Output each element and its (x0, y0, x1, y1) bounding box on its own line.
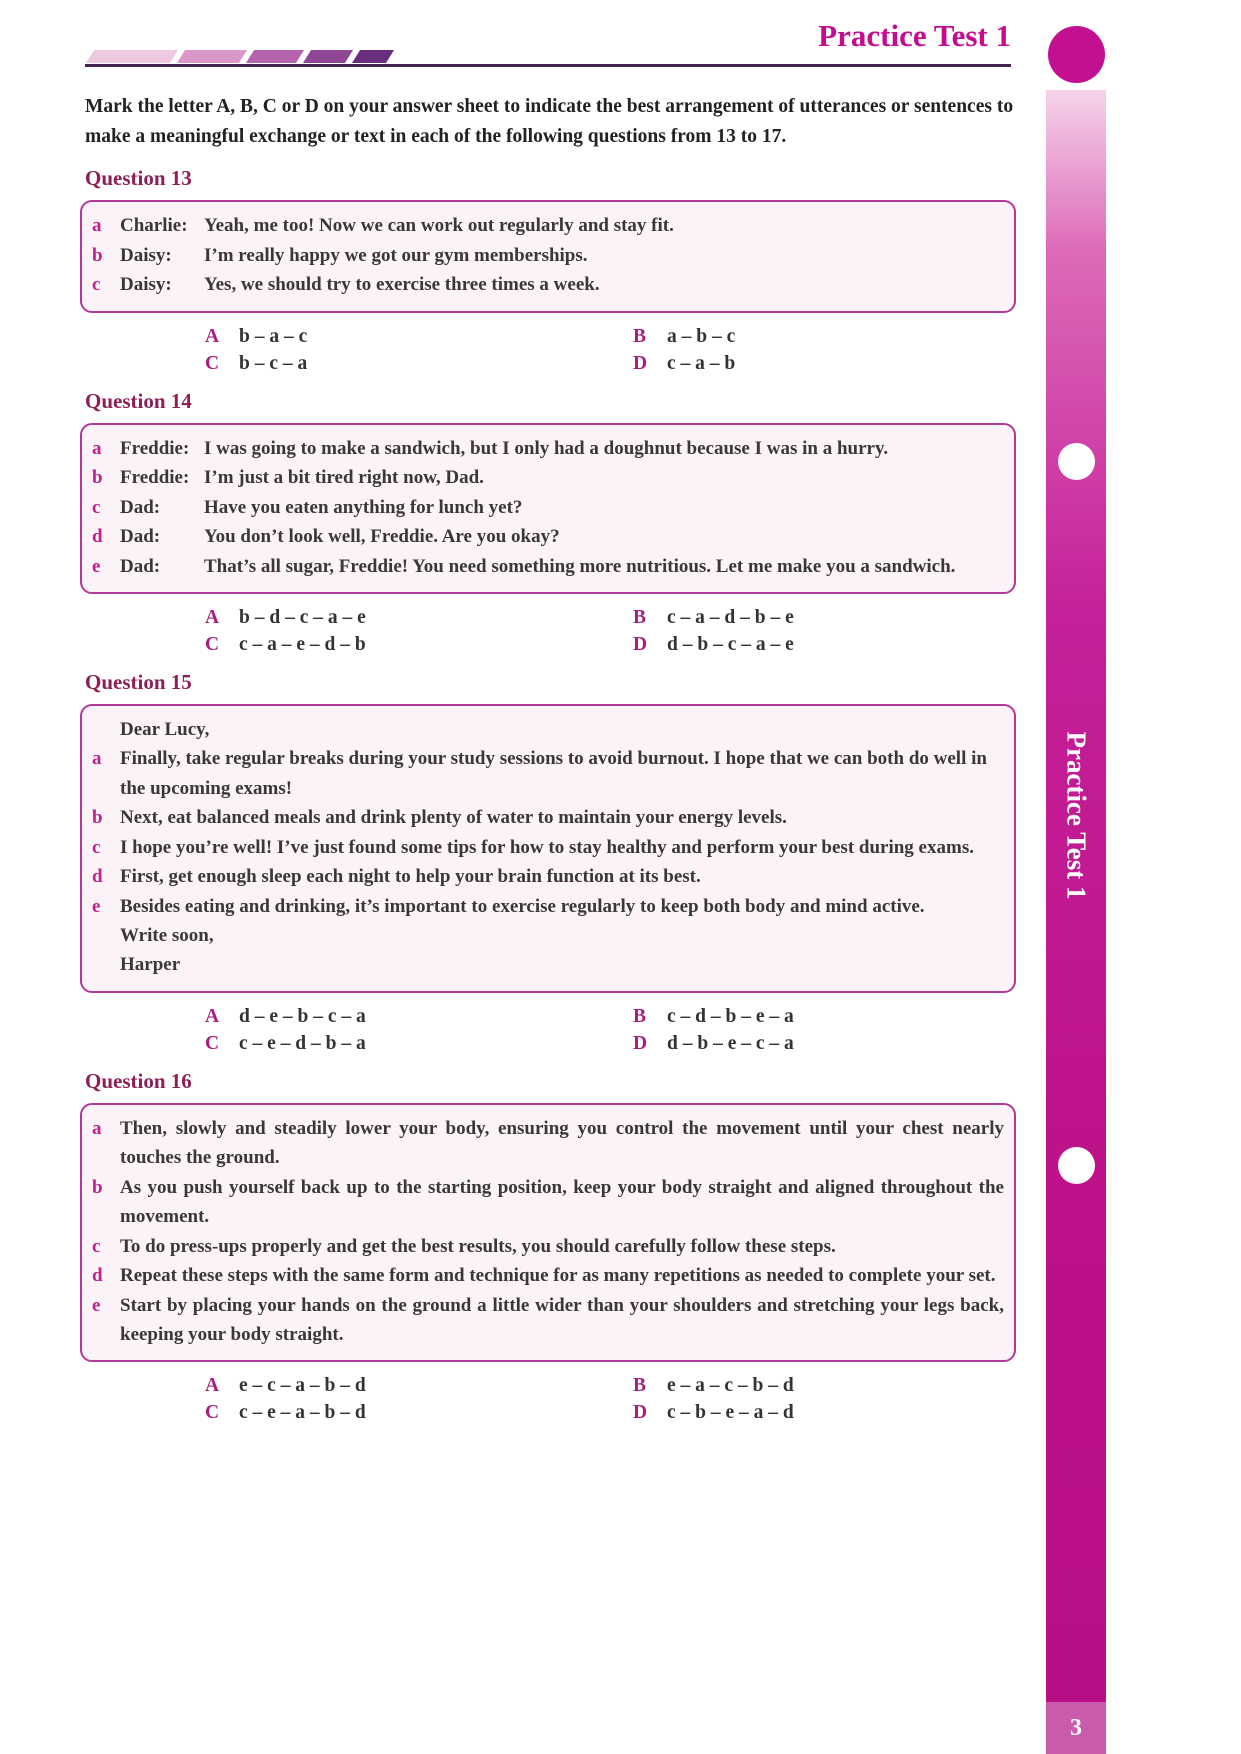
option-text: d – e – b – c – a (239, 1005, 366, 1027)
header-stripes (90, 50, 390, 63)
item-letter: c (92, 1235, 101, 1257)
dialogue-line (92, 552, 1004, 581)
dialogue-line (92, 434, 1004, 463)
item-text: As you push yourself back up to the starting position, keep your body straight and aligned throughout the movement. (120, 1176, 1004, 1228)
item-letter: d (92, 526, 103, 548)
utterance-text: Have you eaten anything for lunch yet? (204, 496, 523, 518)
item-letter: d (92, 866, 103, 888)
question-15-label: Question 15 (85, 669, 192, 694)
option-letter: D (633, 1032, 648, 1054)
item-letter: a (92, 748, 102, 770)
stripe-decoration (246, 50, 304, 63)
option-text: c – d – b – e – a (667, 1005, 794, 1027)
item-letter: d (92, 1265, 103, 1287)
option-B (633, 326, 1015, 348)
item-letter: c (92, 496, 101, 518)
item-letter: c (92, 836, 101, 858)
question-13-label: Question 13 (85, 166, 192, 191)
option-text: c – a – b (667, 352, 736, 374)
option-D (633, 1033, 1015, 1055)
stripe-decoration (303, 50, 353, 63)
item-text: I hope you’re well! I’ve just found some tips for how to stay healthy and perform your best during exams. (120, 836, 974, 858)
speaker-name: Freddie: (120, 467, 190, 489)
speaker-name: Charlie: (120, 215, 188, 237)
item-letter: c (92, 274, 101, 296)
speaker-name: Daisy: (120, 274, 172, 296)
step-item (92, 1114, 1004, 1173)
dialogue-line (92, 463, 1004, 492)
main-content (85, 92, 1015, 1428)
page-number-box (1046, 1702, 1106, 1754)
instructions: Mark the letter A, B, C or D on your answer sheet to indicate the best arrangement of utterances or sentences to make a meaningful exchange or text in each of the following questions from 13 to 17. (85, 96, 1014, 148)
option-letter: C (205, 633, 220, 655)
question-16-box (80, 1103, 1016, 1363)
letter-item (92, 892, 1004, 921)
letter-item (92, 862, 1004, 891)
option-letter: A (205, 1005, 220, 1027)
speaker-name: Dad: (120, 555, 161, 577)
page-number: 3 (1070, 1714, 1082, 1741)
utterance-text: I was going to make a sandwich, but I only had a doughnut because I was in a hurry. (204, 437, 889, 459)
item-letter: a (92, 437, 102, 459)
option-A (205, 326, 633, 348)
option-letter: D (633, 1402, 648, 1424)
item-letter: b (92, 244, 103, 266)
option-letter: D (633, 352, 648, 374)
item-text: Finally, take regular breaks during your study sessions to avoid burnout. I hope that we can both do well in the upcoming exams! (120, 748, 987, 799)
option-text: c – e – a – b – d (239, 1402, 366, 1424)
option-A (205, 1375, 633, 1397)
side-tab-dot (1058, 1147, 1095, 1184)
option-letter: D (633, 633, 648, 655)
question-15-options (205, 1006, 1015, 1055)
side-tab-dot (1058, 443, 1095, 480)
item-letter: a (92, 1117, 102, 1139)
item-letter: e (92, 555, 101, 577)
utterance-text: That’s all sugar, Freddie! You need something more nutritious. Let me make you a sandwich. (204, 555, 956, 577)
question-13-options (205, 326, 1015, 375)
item-letter: e (92, 895, 101, 917)
question-14-box (80, 423, 1016, 594)
option-C (205, 1033, 633, 1055)
option-letter: B (633, 606, 647, 628)
side-tab-label: Practice Test 1 (1061, 731, 1092, 900)
header-rule (85, 64, 1011, 67)
side-tab-label-wrap (1046, 688, 1106, 943)
item-text: Next, eat balanced meals and drink plenty of water to maintain your energy levels. (120, 807, 787, 829)
option-C (205, 634, 633, 656)
question-16-options (205, 1375, 1015, 1424)
option-C (205, 1402, 633, 1424)
step-item (92, 1291, 1004, 1350)
option-letter: C (205, 1032, 220, 1054)
option-text: c – b – e – a – d (667, 1402, 794, 1424)
stripe-decoration (352, 50, 394, 63)
letter-signature: Harper (120, 954, 181, 976)
option-letter: A (205, 606, 220, 628)
utterance-text: You don’t look well, Freddie. Are you okay? (204, 526, 560, 548)
item-letter: b (92, 467, 103, 489)
utterance-text: I’m just a bit tired right now, Dad. (204, 467, 484, 489)
stripe-decoration (177, 50, 247, 63)
step-item (92, 1261, 1004, 1290)
option-letter: A (205, 1375, 220, 1397)
item-text: Repeat these steps with the same form and technique for as many repetitions as needed to complete your set. (120, 1265, 996, 1287)
item-text: Besides eating and drinking, it’s important to exercise regularly to keep both body and mind active. (120, 895, 925, 917)
letter-item (92, 833, 1004, 862)
option-text: e – c – a – b – d (239, 1375, 366, 1397)
option-text: c – e – d – b – a (239, 1032, 366, 1054)
option-B (633, 1006, 1015, 1028)
utterance-text: Yes, we should try to exercise three times a week. (204, 274, 600, 296)
option-text: b – c – a (239, 352, 308, 374)
item-letter: b (92, 807, 103, 829)
option-letter: C (205, 1402, 220, 1424)
option-text: e – a – c – b – d (667, 1375, 794, 1397)
option-text: b – a – c (239, 325, 308, 347)
option-D (633, 1402, 1015, 1424)
item-text: Then, slowly and steadily lower your body, ensuring you control the movement until your chest nearly touches the ground. (120, 1117, 1004, 1169)
option-D (633, 353, 1015, 375)
page-title: Practice Test 1 (818, 18, 1011, 53)
dialogue-line (92, 241, 1004, 270)
option-text: c – a – d – b – e (667, 606, 794, 628)
utterance-text: Yeah, me too! Now we can work out regularly and stay fit. (204, 215, 674, 237)
option-text: a – b – c (667, 325, 736, 347)
option-letter: B (633, 1375, 647, 1397)
option-text: c – a – e – d – b (239, 633, 366, 655)
item-text: First, get enough sleep each night to help your brain function at its best. (120, 866, 701, 888)
option-C (205, 353, 633, 375)
option-letter: A (205, 325, 220, 347)
speaker-name: Daisy: (120, 244, 172, 266)
option-text: d – b – c – a – e (667, 633, 794, 655)
dialogue-line (92, 493, 1004, 522)
speaker-name: Dad: (120, 526, 161, 548)
option-text: d – b – e – c – a (667, 1032, 794, 1054)
option-text: b – d – c – a – e (239, 606, 366, 628)
option-D (633, 634, 1015, 656)
item-letter: a (92, 215, 102, 237)
question-16-label: Question 16 (85, 1068, 192, 1093)
letter-closing: Write soon, (120, 925, 214, 946)
step-item (92, 1232, 1004, 1261)
question-14-label: Question 14 (85, 388, 192, 413)
option-A (205, 1006, 633, 1028)
question-15-box (80, 704, 1016, 993)
option-A (205, 607, 633, 629)
dialogue-line (92, 211, 1004, 240)
item-text: Start by placing your hands on the ground a little wider than your shoulders and stretching your legs back, keeping your body straight. (120, 1294, 1004, 1345)
utterance-text: I’m really happy we got our gym memberships. (204, 244, 588, 266)
option-letter: B (633, 325, 647, 347)
dialogue-line (92, 270, 1004, 299)
corner-circle (1048, 26, 1105, 83)
speaker-name: Freddie: (120, 437, 190, 459)
option-letter: B (633, 1005, 647, 1027)
letter-salutation: Dear Lucy, (120, 718, 210, 740)
item-letter: b (92, 1176, 103, 1198)
dialogue-line (92, 522, 1004, 551)
option-B (633, 607, 1015, 629)
question-13-box (80, 200, 1016, 312)
letter-item (92, 803, 1004, 832)
item-letter: e (92, 1294, 101, 1316)
item-text: To do press-ups properly and get the best results, you should carefully follow these steps. (120, 1235, 836, 1257)
step-item (92, 1173, 1004, 1232)
question-14-options (205, 607, 1015, 656)
letter-item (92, 744, 1004, 803)
question-13-section (85, 166, 1015, 374)
question-15-section (85, 670, 1015, 1055)
option-B (633, 1375, 1015, 1397)
question-16-section (85, 1069, 1015, 1425)
stripe-decoration (86, 50, 178, 63)
option-letter: C (205, 352, 220, 374)
speaker-name: Dad: (120, 496, 161, 518)
question-14-section (85, 389, 1015, 656)
